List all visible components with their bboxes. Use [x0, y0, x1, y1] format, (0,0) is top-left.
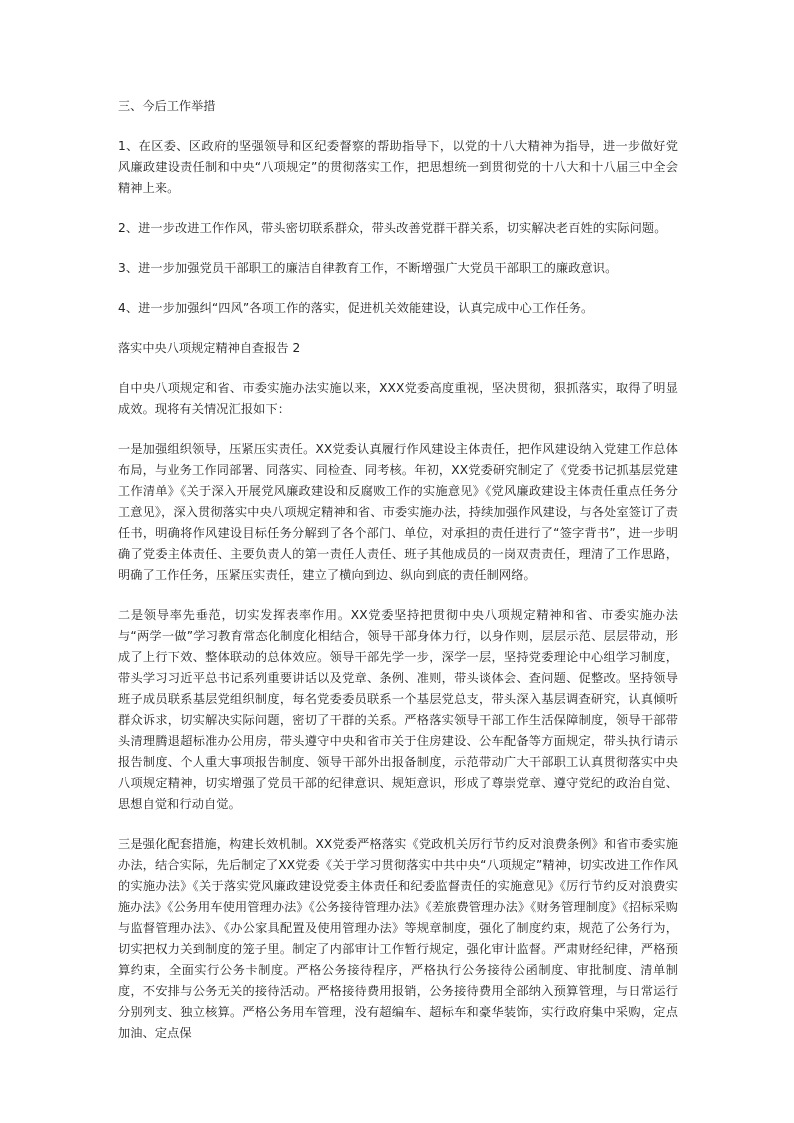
- intro-paragraph: 自中央八项规定和省、市委实施办法实施以来，XXX党委高度重视，坚决贯彻，狠抓落实，取得了明显成效。现将有关情况汇报如下：: [118, 381, 678, 416]
- measure-item-3: 3、进一步加强党员干部职工的廉洁自律教育工作，不断增强广大党员干部职工的廉政意识。: [118, 261, 618, 275]
- section-heading: 三、今后工作举措: [118, 99, 216, 113]
- body-paragraph-2: 二是领导率先垂范，切实发挥表率作用。XX党委坚持把贯彻中央八项规定精神和省、市委实施办法与“两学一做”学习教育常态化制度化相结合，领导干部身体力行，以身作则，层层示范、层层带动，形成了上行下效、整体联动的总体效应。领导干部先学一步，深学一层，坚持党委理论中心组学习制度，带头学习习近平总书记系列重要讲话以及党章、条例、准则，带头谈体会、查问题、促整改。坚持领导班子成员联系基层党组织制度，每名党委委员联系一个基层党总支，带头深入基层调查研究，认真倾听群众诉求，切实解决实际问题，密切了干群的关系。严格落实领导干部工作生活保障制度，领导干部带头清理腾退超标准办公用房，带头遵守中央和省市关于住房建设、公车配备等方面规定，带头执行请示报告制度、个人重大事项报告制度、领导干部外出报备制度，示范带动广大干部职工认真贯彻落实中央八项规定精神，切实增强了党员干部的纪律意识、规矩意识，形成了尊崇党章、遵守党纪的政治自觉、思想自觉和行动自觉。: [118, 608, 678, 811]
- measure-item-1: 1、在区委、区政府的坚强领导和区纪委督察的帮助指导下，以党的十八大精神为指导，进一步做好党风廉政建设责任制和中央“八项规定”的贯彻落实工作，把思想统一到贯彻党的十八大和十八届三中全会精神上来。: [118, 139, 678, 195]
- report-title: 落实中央八项规定精神自查报告 2: [118, 341, 301, 355]
- document-page: [118, 96, 678, 1063]
- body-paragraph-1: 一是加强组织领导，压紧压实责任。XX党委认真履行作风建设主体责任，把作风建设纳入党建工作总体布局，与业务工作同部署、同落实、同检查、同考核。年初，XX党委研究制定了《党委书记抓基层党建工作清单》《关于深入开展党风廉政建设和反腐败工作的实施意见》《党风廉政建设主体责任重点任务分工意见》，深入贯彻落实中央八项规定精神和省、市委实施办法，持续加强作风建设，与各处室签订了责任书，明确将作风建设目标任务分解到了各个部门、单位，对承担的责任进行了“签字背书”，进一步明确了党委主体责任、主要负责人的第一责任人责任、班子其他成员的一岗双责责任，理清了工作思路，明确了工作任务，压紧压实责任，建立了横向到边、纵向到底的责任制网络。: [118, 442, 678, 582]
- measure-item-2: 2、进一步改进工作作风，带头密切联系群众，带头改善党群干群关系，切实解决老百姓的实际问题。: [118, 221, 667, 235]
- body-paragraph-3: 三是强化配套措施，构建长效机制。XX党委严格落实《党政机关厉行节约反对浪费条例》和省市委实施办法，结合实际，先后制定了XX党委《关于学习贯彻落实中共中央“八项规定”精神，切实改进工作作风的实施办法》《关于落实党风廉政建设党委主体责任和纪委监督责任的实施意见》《厉行节约反对浪费实施办法》《公务用车使用管理办法》《公务接待管理办法》《差旅费管理办法》《财务管理制度》《招标采购与监督管理办法》、《办公家具配置及使用管理办法》等规章制度，强化了制度约束，规范了公务行为，切实把权力关到制度的笼子里。制定了内部审计工作暂行规定，强化审计监督。严肃财经纪律，严格预算约束，全面实行公务卡制度。严格公务接待程序，严格执行公务接待公函制度、审批制度、清单制度，不安排与公务无关的接待活动。严格接待费用报销，公务接待费用全部纳入预算管理，与日常运行分别列支、独立核算。严格公务用车管理，没有超编车、超标车和豪华装饰，实行政府集中采购，定点加油、定点保: [118, 837, 678, 1040]
- measure-item-4: 4、进一步加强纠“四风”各项工作的落实，促进机关效能建设，认真完成中心工作任务。: [118, 301, 594, 315]
